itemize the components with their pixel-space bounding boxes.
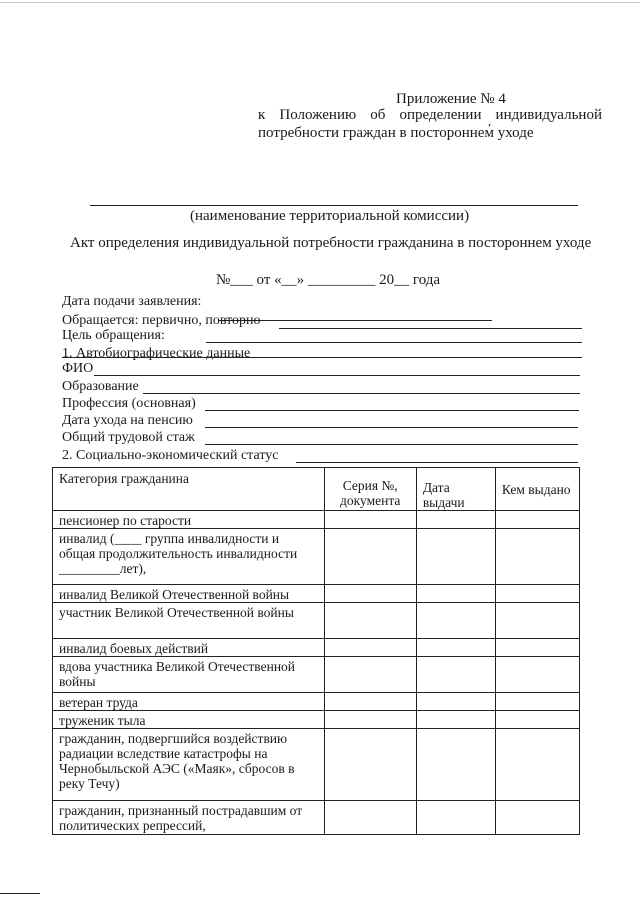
table-row xyxy=(53,603,580,639)
table-row xyxy=(53,585,580,603)
issue-date-cell[interactable] xyxy=(416,729,495,801)
education-label: Образование xyxy=(62,379,139,394)
issued-by-cell[interactable] xyxy=(495,585,579,603)
document-cell[interactable] xyxy=(324,711,416,729)
document-cell[interactable] xyxy=(324,693,416,711)
appendix-word: Положению xyxy=(279,107,357,123)
purpose-label: Цель обращения: xyxy=(62,328,165,343)
appendix-reference-line xyxy=(258,107,602,124)
header-document: Серия №, документа xyxy=(324,468,416,511)
table-row xyxy=(53,529,580,585)
category-cell: вдова участника Великой Отечественной войны xyxy=(53,657,325,693)
issue-date-cell[interactable] xyxy=(416,529,495,585)
profession-label: Профессия (основная) xyxy=(62,396,196,411)
issued-by-cell[interactable] xyxy=(495,603,579,639)
table-header-row xyxy=(53,468,580,511)
section1-heading: 1. Автобиографические данные xyxy=(62,346,251,361)
category-cell: инвалид боевых действий xyxy=(53,639,325,657)
issue-date-cell[interactable] xyxy=(416,585,495,603)
category-cell: инвалид Великой Отечественной войны xyxy=(53,585,325,603)
issue-date-cell[interactable] xyxy=(416,639,495,657)
issued-by-cell[interactable] xyxy=(495,529,579,585)
appendix-word: об xyxy=(370,107,386,123)
appendix-word: к xyxy=(258,107,266,123)
table-row xyxy=(53,639,580,657)
document-cell[interactable] xyxy=(324,529,416,585)
page-corner-mark xyxy=(0,893,40,894)
document-cell[interactable] xyxy=(324,657,416,693)
category-cell: гражданин, подвергшийся воздействию радиации вследствие катастрофы на Чернобыльской АЭС («Маяк», сбросов в реку Течу) xyxy=(53,729,325,801)
issued-by-cell[interactable] xyxy=(495,511,579,529)
appendix-title: Приложение № 4 xyxy=(396,91,506,107)
retirement-date-label: Дата ухода на пенсию xyxy=(62,413,193,428)
commission-caption: (наименование территориальной комиссии) xyxy=(190,208,470,224)
category-cell: инвалид (____ группа инвалидности и общая продолжительность инвалидности _________лет), xyxy=(53,529,325,585)
section2-line xyxy=(296,462,578,463)
issue-date-cell[interactable] xyxy=(416,693,495,711)
table-row xyxy=(53,711,580,729)
table-row xyxy=(53,801,580,835)
issue-date-cell[interactable] xyxy=(416,711,495,729)
appendix-reference-line-2: потребности граждан в постороннем уходе xyxy=(258,125,534,141)
issued-by-cell[interactable] xyxy=(495,657,579,693)
fio-line xyxy=(94,375,580,376)
issue-date-cell[interactable] xyxy=(416,657,495,693)
category-cell: труженик тыла xyxy=(53,711,325,729)
category-cell: участник Великой Отечественной войны xyxy=(53,603,325,639)
issued-by-cell[interactable] xyxy=(495,711,579,729)
act-number-line: №___ от «__» _________ 20__ года xyxy=(216,272,441,288)
section2-heading: 2. Социально-экономический статус xyxy=(62,448,279,463)
issue-date-cell[interactable] xyxy=(416,511,495,529)
fio-label: ФИО xyxy=(62,361,94,376)
document-cell[interactable] xyxy=(324,511,416,529)
issued-by-cell[interactable] xyxy=(495,639,579,657)
commission-name-line xyxy=(90,205,578,206)
issue-date-cell[interactable] xyxy=(416,801,495,835)
citizen-category-table xyxy=(52,467,580,835)
issued-by-cell[interactable] xyxy=(495,801,579,835)
total-experience-label: Общий трудовой стаж xyxy=(62,430,195,445)
applies-line xyxy=(279,328,582,329)
application-date-label: Дата подачи заявления: xyxy=(62,294,202,309)
issue-date-cell[interactable] xyxy=(416,603,495,639)
category-cell: пенсионер по старости xyxy=(53,511,325,529)
table-row xyxy=(53,729,580,801)
applies-label: Обращается: первично, повторно xyxy=(62,313,261,328)
category-cell: ветеран труда xyxy=(53,693,325,711)
appendix-word: индивидуальной xyxy=(495,107,602,123)
table-row xyxy=(53,657,580,693)
document-cell[interactable] xyxy=(324,585,416,603)
issued-by-cell[interactable] xyxy=(495,729,579,801)
total-experience-line xyxy=(205,444,578,445)
table-row xyxy=(53,693,580,711)
purpose-line xyxy=(206,342,582,343)
document-cell[interactable] xyxy=(324,603,416,639)
category-cell: гражданин, признанный пострадавшим от политических репрессий, xyxy=(53,801,325,835)
header-category: Категория гражданина xyxy=(53,468,325,511)
page-top-edge xyxy=(0,2,640,3)
issued-by-cell[interactable] xyxy=(495,693,579,711)
education-line xyxy=(143,393,580,394)
document-cell[interactable] xyxy=(324,729,416,801)
document-cell[interactable] xyxy=(324,801,416,835)
table-row xyxy=(53,511,580,529)
appendix-word: определении xyxy=(399,107,482,123)
header-issue-date: Дата выдачи xyxy=(416,468,495,511)
retirement-date-line xyxy=(205,427,578,428)
header-issued-by: Кем выдано xyxy=(495,468,579,511)
act-title: Акт определения индивидуальной потребности гражданина в постороннем уходе xyxy=(70,235,592,251)
stray-mark: , xyxy=(488,114,491,128)
document-cell[interactable] xyxy=(324,639,416,657)
profession-line xyxy=(205,410,579,411)
